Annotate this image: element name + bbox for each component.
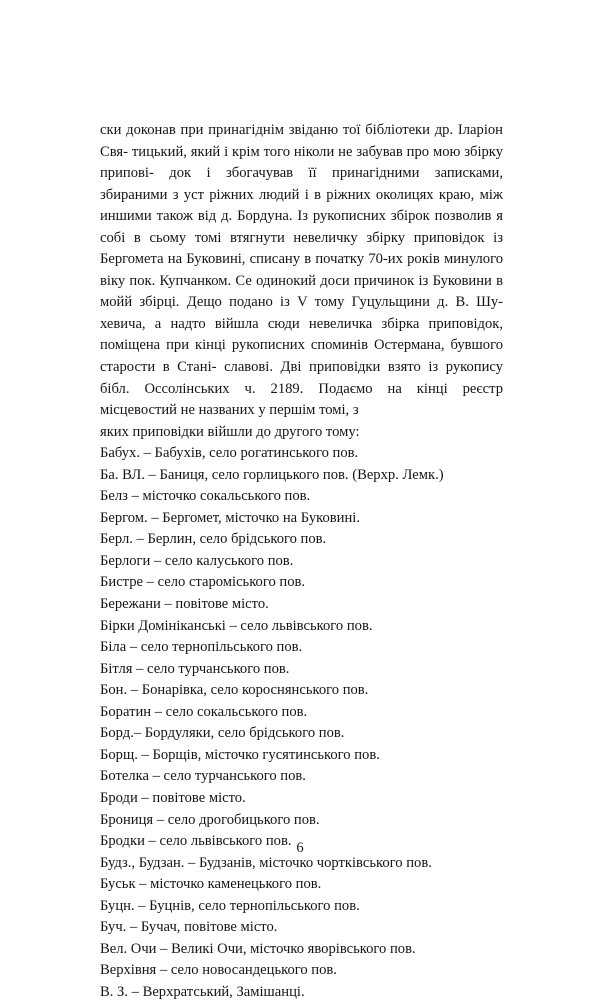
list-item: Бергом. – Бергомет, місточко на Буковині. [100,509,360,526]
list-item: Боратин – село сокальського пов. [100,703,308,720]
page-text-block [100,120,503,1003]
list-item: Бродки – село львівського пов. [100,833,292,850]
list-item: Верхівня – село новосандецького пов. [100,962,337,979]
list-item: Борд.– Бордуляки, село брідського пов. [100,725,345,742]
list-item: Бабух. – Бабухів, село рогатинського пов. [100,445,359,462]
list-item: Бистре – село староміського пов. [100,574,306,591]
paragraph-line: тицький, який і крім того ніколи не забував про мою збірку припові- [100,143,503,182]
list-item: Ботелка – село турчанського пов. [100,768,306,785]
paragraph-line: ски доконав при принагіднім звіданю тої бібліотеки др. Іларіон Свя- [100,122,503,160]
paragraph-line: славові. Дві приповідки взято із рукопису бібл. Оссолінських ч. 2189. [100,359,503,397]
paragraph-line: збірку приповідок із Бергомета на Буковині, списану в початку 70-их [100,229,503,268]
list-item: Будз., Будзан. – Будзанів, місточко чортківського пов. [100,854,432,871]
list-item: Буцн. – Буцнів, село тернопільського пов. [100,897,360,914]
list-item: Берлоги – село калуського пов. [100,552,294,569]
list-item: Бережани – повітове місто. [100,596,269,613]
paragraph-line: рукописних збірок позволив я собі в сьому томі втягнути невеличку [100,208,503,246]
list-item: Біла – село тернопільського пов. [100,639,303,656]
page-number: 6 [296,840,304,856]
list-item: Вел. Очи – Великі Очи, місточко яворівського пов. [100,940,416,957]
paragraph-line: людий і в ріжних околицях краю, між иншими також від д. Бордуна. Із [100,186,503,225]
paragraph-line: років минулого віку пок. Купчанком. Се одинокий доси причинок із [100,251,503,289]
list-item: Буськ – місточко каменецького пов. [100,876,322,893]
intro-paragraph [100,120,503,422]
list-item: Ба. ВЛ. – Баниця, село горлицького пов. (Верхр. Лемк.) [100,466,444,483]
place-name-register [100,443,503,1003]
list-item: Бітля – село турчанського пов. [100,660,290,677]
paragraph-line: Буковини в мойй збірці. Дещо подано із V тому Гуцульщини д. В. Шу- [100,272,504,311]
list-item: Броди – повітове місто. [100,789,246,806]
paragraph-line: док і збогачував її принагідними записками, збираними з уст ріжних [100,165,503,203]
list-item: Борщ. – Борщів, місточко гусятинського пов. [100,746,380,763]
list-item: Бон. – Бонарівка, село короснянського пов. [100,682,369,699]
paragraph-line: при кінці рукописних споминів Остермана, бувшого старости в Стані- [100,337,503,376]
paragraph-line: Подаємо на кінці реєстр місцевостий не названих у першім томі, з [100,380,503,419]
list-item: Брониця – село дрогобицького пов. [100,811,320,828]
intro-paragraph-last-line: яких приповідки війшли до другого тому: [100,423,360,440]
paragraph-line: хевича, а надто війшла сюди невеличка збірка приповідок, поміщена [100,315,503,354]
list-item: Бірки Домініканські – село львівського пов. [100,617,373,634]
list-item: Буч. – Бучач, повітове місто. [100,919,278,936]
list-item: Белз – місточко сокальського пов. [100,488,311,505]
list-item: В. З. – Верхратський, Замішанці. [100,983,305,1000]
list-item: Берл. – Берлин, село брідського пов. [100,531,327,548]
